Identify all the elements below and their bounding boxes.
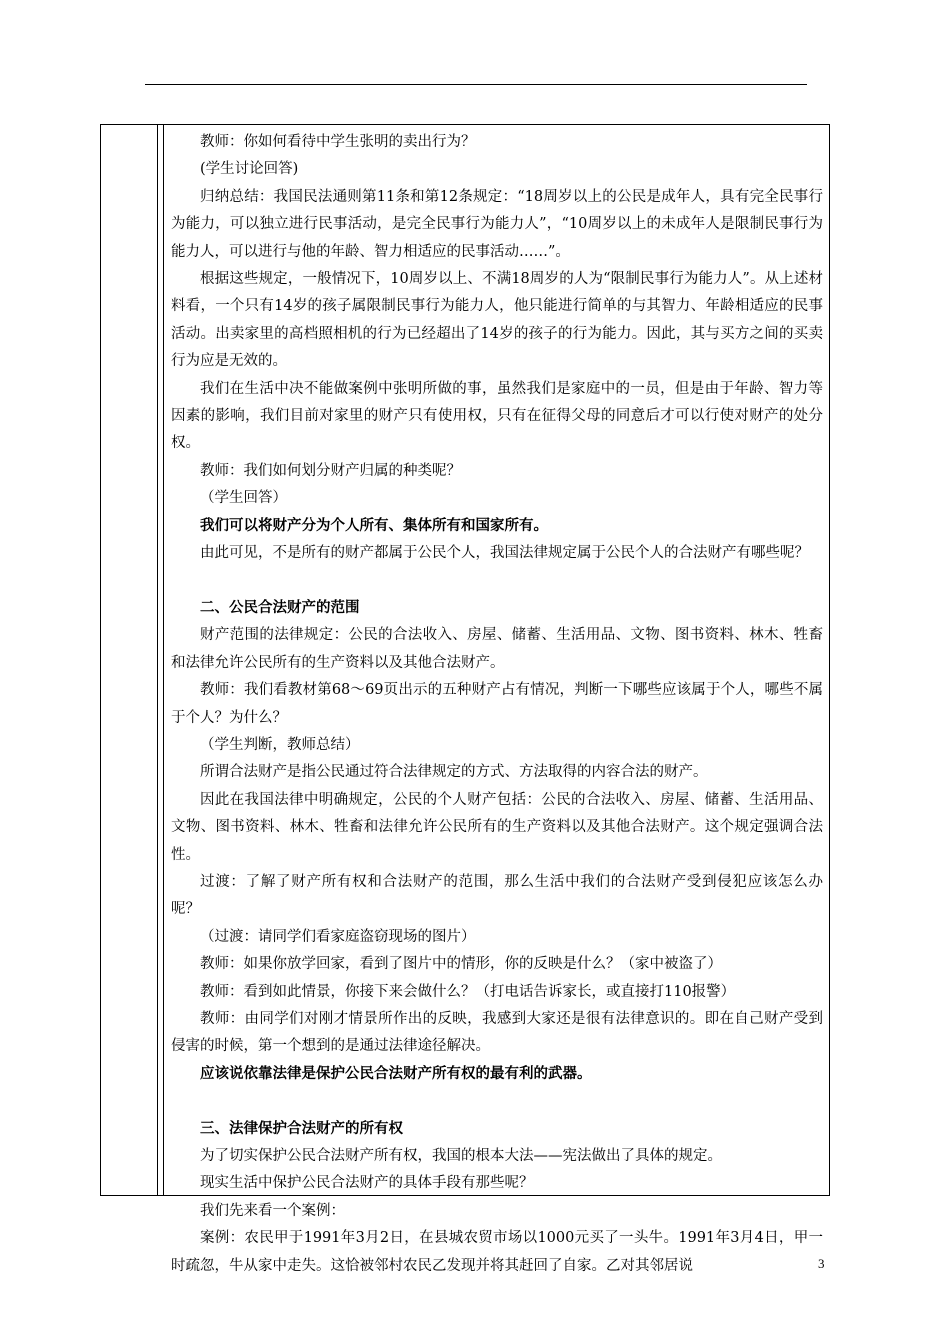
paragraph: 教师：由同学们对刚才情景所作出的反映，我感到大家还是很有法律意识的。即在自己财产受到侵害的时候，第一个想到的是通过法律途径解决。 [171, 1010, 823, 1055]
lesson-table [100, 124, 830, 1274]
lesson-content [171, 129, 823, 1280]
paragraph: 归纳总结：我国民法通则第11条和第12条规定：“18周岁以上的公民是成年人，具有完全民事行为能力，可以独立进行民事活动，是完全民事行为能力人”，“10周岁以上的未成年人是限制民事行为能力人，可以进行与他的年龄、智力相适应的民事活动……”。 [171, 188, 823, 260]
paragraph: 我们先来看一个案例： [200, 1202, 345, 1219]
table-column-label [101, 125, 158, 1195]
header-rule [145, 84, 807, 85]
paragraph-gap [171, 1088, 823, 1115]
paragraph: 教师：我们看教材第68～69页出示的五种财产占有情况，判断一下哪些应该属于个人，哪些不属于个人？为什么？ [171, 682, 823, 726]
paragraph: 所谓合法财产是指公民通过符合法律规定的方式、方法取得的内容合法的财产。 [200, 764, 708, 781]
paragraph: 为了切实保护公民合法财产所有权，我国的根本大法——宪法做出了具体的规定。 [200, 1148, 722, 1164]
paragraph: 教师：我们如何划分财产归属的种类呢？ [200, 462, 461, 479]
paragraph: 教师：看到如此情景，你接下来会做什么？（打电话告诉家长，或直接打110报警） [200, 983, 736, 1000]
section-heading: 三、法律保护合法财产的所有权 [200, 1120, 403, 1137]
paragraph: 我们在生活中决不能做案例中张明所做的事，虽然我们是家庭中的一员，但是由于年龄、智力等因素的影响，我们目前对家里的财产只有使用权，只有在征得父母的同意后才可以行使对财产的处分权。 [171, 380, 823, 452]
paragraph-gap [171, 568, 823, 595]
page-number: 3 [818, 1256, 825, 1271]
paragraph: 根据这些规定，一般情况下，10周岁以上、不满18周岁的人为“限制民事行为能力人”。从上述材料看，一个只有14岁的孩子属限制民事行为能力人，他只能进行简单的与其智力、年龄相适应的民事活动。出卖家里的高档照相机的行为已经超出了14岁的孩子的行为能力。因此，其与买方之间的买卖行为应是无效的。 [171, 271, 823, 370]
paragraph: 案例：农民甲于1991年3月2日，在县城农贸市场以1000元买了一头牛。1991年3月4日，甲一时疏忽，牛从家中走失。这恰被邻村农民乙发现并将其赶回了自家。乙对其邻居说 [171, 1230, 823, 1274]
paragraph: （学生判断，教师总结） [200, 736, 360, 753]
paragraph: 现实生活中保护公民合法财产的具体手段有那些呢？ [200, 1175, 534, 1192]
paragraph: 财产范围的法律规定：公民的合法收入、房屋、储蓄、生活用品、文物、图书资料、林木、牲畜和法律允许公民所有的生产资料以及其他合法财产。 [171, 627, 823, 671]
paragraph: （过渡：请同学们看家庭盗窃现场的图片） [200, 928, 476, 945]
paragraph: 过渡：了解了财产所有权和合法财产的范围，那么生活中我们的合法财产受到侵犯应该怎么办呢？ [171, 873, 823, 918]
paragraph: 教师：你如何看待中学生张明的卖出行为？ [200, 134, 476, 150]
section-heading: 二、公民合法财产的范围 [200, 599, 360, 616]
paragraph: 教师：如果你放学回家，看到了图片中的情形，你的反映是什么？（家中被盗了） [200, 956, 722, 973]
paragraph: 我们可以将财产分为个人所有、集体所有和国家所有。 [200, 517, 548, 534]
paragraph: 由此可见，不是所有的财产都属于公民个人，我国法律规定属于公民个人的合法财产有哪些呢？ [200, 545, 809, 562]
paragraph: 应该说依靠法律是保护公民合法财产所有权的最有利的武器。 [200, 1065, 592, 1082]
paragraph: 因此在我国法律中明确规定，公民的个人财产包括：公民的合法收入、房屋、储蓄、生活用品、文物、图书资料、林木、牲畜和法律允许公民所有的生产资料以及其他合法财产。这个规定强调合法性。 [171, 791, 823, 863]
table-column-spacer [157, 125, 164, 1195]
paragraph: (学生讨论回答) [200, 161, 299, 178]
paragraph: （学生回答） [200, 490, 287, 507]
